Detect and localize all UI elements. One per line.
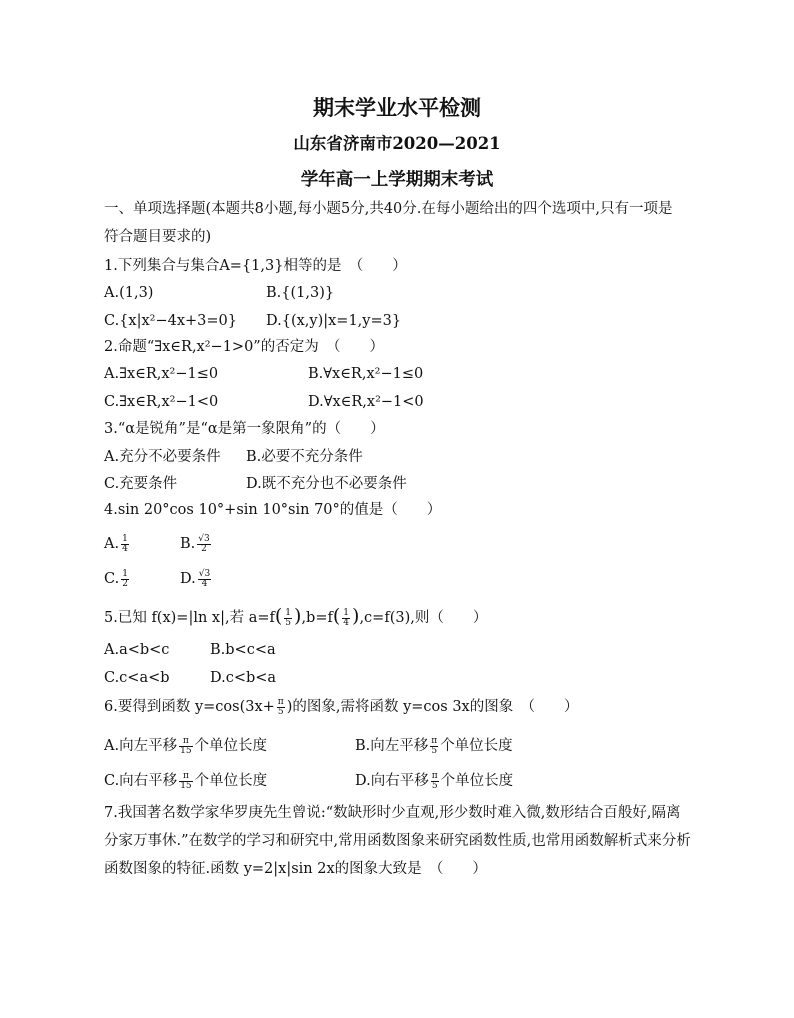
q6-option-d-prefix: D.向右平移 [355,773,429,789]
q6-option-b-suffix: 个单位长度 [440,738,513,754]
fraction-denominator: 2 [201,543,207,554]
q6-option-c [104,771,267,791]
q1-option-b: B.{(1,3)} [266,285,335,301]
q1-stem: 1.下列集合与集合A={1,3}相等的是 （ ） [104,258,407,274]
q2-option-d: D.∀x∈R,x²−1<0 [308,394,424,410]
q1-option-d: D.{(x,y)|x=1,y=3} [266,313,402,329]
q3-option-c: C.充要条件 [104,476,178,492]
page-subtitle-2: 学年高一上学期期末考试 [300,170,494,190]
page-title: 期末学业水平检测 [313,95,481,120]
q4-option-d-label: D. [180,571,196,587]
q4-option-b-label: B. [180,536,196,552]
q4-option-d [180,569,213,589]
fraction-numerator: 1 [122,568,128,579]
q5-paren-open: ( [332,605,341,627]
q3-option-a: A.充分不必要条件 [104,449,221,465]
q6-option-c-fraction [179,772,192,791]
q6-option-b-fraction [430,737,438,756]
q4-option-a-label: A. [104,536,120,552]
q6-option-b [355,736,513,756]
q5-stem-part-2: ,b=f [301,610,333,626]
fraction-denominator: 4 [201,578,208,589]
fraction-denominator: 4 [343,617,350,628]
q1-option-a: A.(1,3) [104,285,154,301]
q4-option-a-fraction [121,535,129,554]
q4-option-c-label: C. [104,571,120,587]
q6-option-a-fraction [179,737,192,756]
q3-option-d: D.既不充分也不必要条件 [246,476,407,492]
q2-option-b: B.∀x∈R,x²−1≤0 [308,366,424,382]
q5-option-a: A.a<b<c [104,642,170,658]
q4-option-b-fraction [197,535,210,554]
q7-line-2: 分家万事休.”在数学的学习和研究中,常用函数图象来研究函数性质,也常用函数解析式来分析 [104,833,691,849]
q1-option-c: C.{x|x²−4x+3=0} [104,313,237,329]
fraction-numerator: √3 [198,568,211,579]
fraction-numerator: π [277,696,284,707]
q6-option-d [355,771,513,791]
fraction-numerator: 1 [343,607,350,618]
q5-option-b: B.b<c<a [210,642,276,658]
q6-option-d-fraction [431,772,439,791]
fraction-numerator: 1 [285,607,292,618]
q5-stem-part-1: 5.已知 f(x)=|ln x|,若 a=f [104,610,275,626]
q4-option-c [104,569,131,589]
fraction-denominator: 4 [122,543,128,554]
fraction-numerator: π [431,735,438,746]
q6-option-c-prefix: C.向右平移 [104,773,178,789]
fraction-denominator: 15 [180,745,192,756]
q6-option-c-suffix: 个单位长度 [194,773,268,789]
q5-paren-close: ) [352,605,360,627]
q5-option-d: D.c<b<a [210,670,277,686]
q4-option-a [104,534,131,554]
section-heading-line-2: 符合题目要求的) [104,229,212,245]
fraction-denominator: 2 [122,578,128,589]
q7-line-1: 7.我国著名数学家华罗庚先生曾说:“数缺形时少直观,形少数时难入微,数形结合百般好,隔离 [104,805,681,821]
fraction-numerator: π [179,772,192,782]
q6-option-a-suffix: 个单位长度 [194,738,268,754]
fraction-numerator: √3 [198,533,210,544]
fraction-denominator: 5 [431,780,438,791]
page-subtitle-1: 山东省济南市2020—2021 [293,134,501,153]
section-heading-line-1: 一、单项选择题(本题共8小题,每小题5分,共40分.在每小题给出的四个选项中,只有一项是 [104,201,673,217]
q6-stem-part-2: )的图象,需将函数 y=cos 3x的图象 （ ） [286,699,579,715]
q2-option-c: C.∃x∈R,x²−1<0 [104,394,219,410]
fraction-denominator: 15 [180,780,192,791]
q6-stem-part-1: 6.要得到函数 y=cos(3x+ [104,699,275,715]
q2-option-a: A.∃x∈R,x²−1≤0 [104,366,219,382]
q6-option-a-prefix: A.向左平移 [104,738,178,754]
fraction-denominator: 5 [285,617,292,628]
q5-option-c: C.c<a<b [104,670,170,686]
fraction-denominator: 5 [277,706,284,717]
q6-stem-fraction [277,698,285,717]
fraction-numerator: 1 [122,533,128,544]
q4-option-d-fraction [198,570,211,589]
q5-paren-close: ) [294,605,302,627]
q6-option-b-prefix: B.向左平移 [355,738,429,754]
fraction-numerator: π [431,770,438,781]
q4-option-b [180,534,213,554]
q5-paren-open: ( [274,605,283,627]
q5-stem [104,606,487,628]
fraction-numerator: π [179,737,192,747]
q6-option-d-suffix: 个单位长度 [440,773,514,789]
q6-option-a [104,736,267,756]
q4-stem: 4.sin 20°cos 10°+sin 10°sin 70°的值是（ ） [104,502,442,518]
q6-stem [104,697,579,717]
q5-stem-part-3: ,c=f(3),则（ ） [359,610,488,626]
q3-option-b: B.必要不充分条件 [246,449,363,465]
q3-stem: 3.“α是锐角”是“α是第一象限角”的（ ） [104,421,385,437]
q5-fraction-2 [342,609,350,628]
q5-fraction-1 [284,609,292,628]
fraction-denominator: 5 [431,745,438,756]
q7-line-3: 函数图象的特征.函数 y=2|x|sin 2x的图象大致是 （ ） [104,861,487,877]
q4-option-c-fraction [121,570,129,589]
q2-stem: 2.命题“∃x∈R,x²−1>0”的否定为 （ ） [104,339,384,355]
